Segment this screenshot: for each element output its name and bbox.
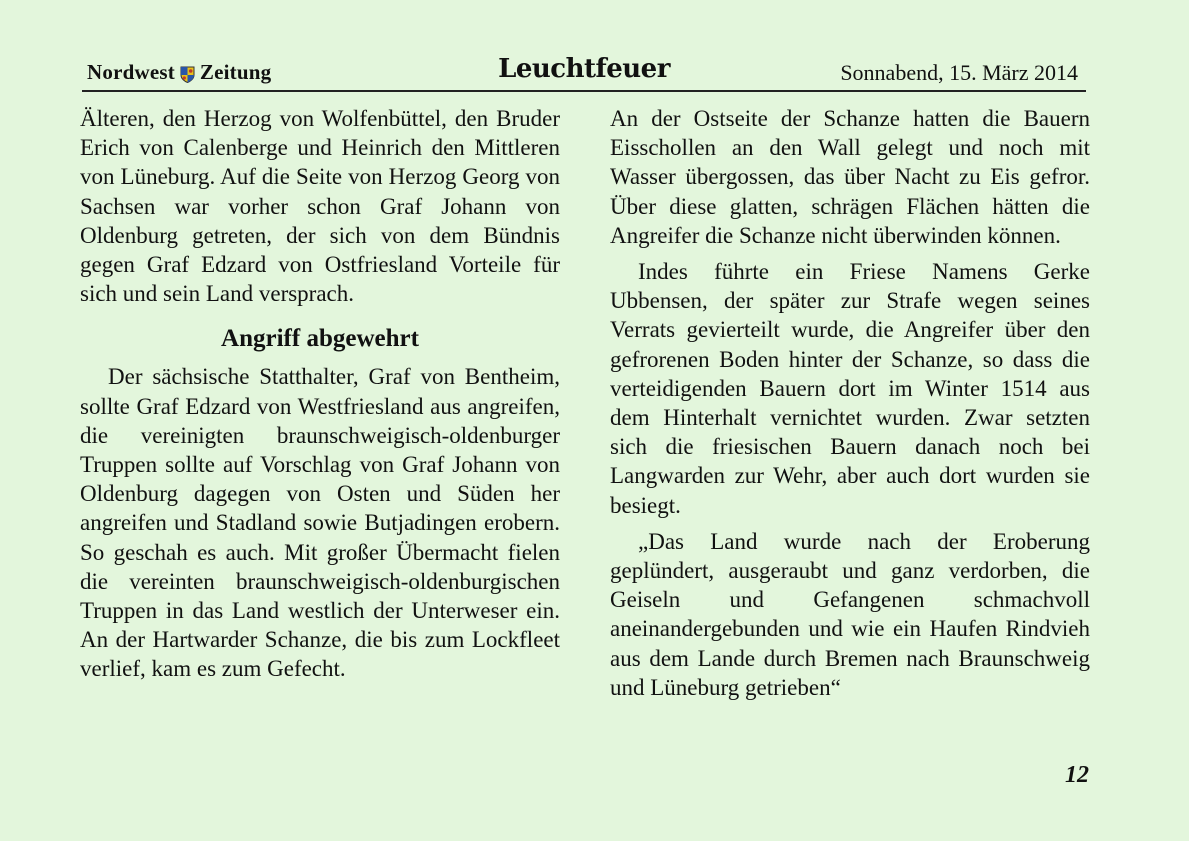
- right-column: [610, 104, 1090, 702]
- section-heading: Angriff abgewehrt: [221, 325, 419, 353]
- page-header: [82, 54, 1086, 92]
- left-paragraph-1: Älteren, den Herzog von Wolfenbüttel, den Bruder Erich von Calenberge und Heinrich den Mittleren von Lüneburg. Auf die Seite von Herzog Georg von Sachsen war vorher schon Graf Johann von Oldenburg getreten, der sich von dem Bündnis gegen Graf Edzard von Ostfriesland Vorteile für sich und sein Land versprach.: [80, 106, 560, 307]
- page-number: 12: [1065, 762, 1089, 788]
- brand-right: Zeitung: [199, 60, 272, 84]
- left-column: [80, 104, 560, 684]
- brand-left: Nordwest: [87, 60, 175, 84]
- right-paragraph-2: Indes führte ein Friese Namens Gerke Ubbensen, der später zur Strafe wegen seines Verrats gevierteilt wurde, die Angreifer über den gefrorenen Boden hinter der Schanze, so dass die verteidigenden Bauern dort im Winter 1514 aus dem Hinterhalt vernichtet wurden. Zwar setzten sich die friesischen Bauern danach noch bei Langwarden zur Wehr, aber auch dort wurden sie besiegt.: [610, 259, 1090, 518]
- left-paragraph-2: Der sächsische Statthalter, Graf von Bentheim, sollte Graf Edzard von Westfriesland aus angreifen, die vereinigten braunschweigisch-oldenburger Truppen sollte auf Vorschlag von Graf Johann von Oldenburg dagegen von Osten und Süden her angreifen und Stadland sowie Butjadingen erobern. So geschah es auch. Mit großer Übermacht fielen die vereinten braunschweigisch-oldenburgischen Truppen in das Land westlich der Unterweser ein. An der Hartwarder Schanze, die bis zum Lockfleet verlief, kam es zum Gefecht.: [80, 364, 560, 682]
- right-paragraph-3: „Das Land wurde nach der Eroberung geplündert, ausgeraubt und ganz verdorben, die Geiseln und Gefangenen schmachvoll aneinandergebunden und wie ein Haufen Rindvieh aus dem Lande durch Bremen nach Braunschweig und Lüneburg getrieben“: [610, 528, 1090, 700]
- issue-date: Sonnabend, 15. März 2014: [840, 60, 1078, 85]
- right-paragraph-1: An der Ostseite der Schanze hatten die Bauern Eisschollen an den Wall gelegt und noch mit Wasser übergossen, das über Nacht zu Eis gefror. Über diese glatten, schrägen Flächen hätten die Angreifer die Schanze nicht überwinden können.: [610, 106, 1090, 248]
- magazine-title: Leuchtfeuer: [498, 54, 670, 84]
